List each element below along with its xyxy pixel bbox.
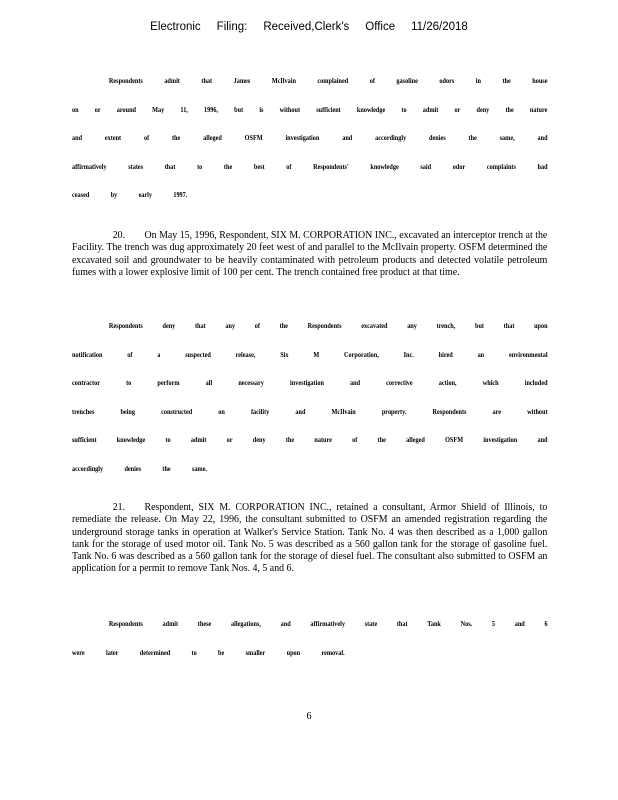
response-word: is	[259, 104, 264, 114]
response-word: and	[295, 406, 306, 416]
response-word: and	[342, 133, 353, 142]
response-word: same,	[499, 133, 515, 142]
response-word: Respondents	[307, 321, 342, 330]
response-word: affirmatively	[310, 619, 345, 628]
response-word: and	[537, 133, 548, 142]
paragraph-number: 21.	[112, 502, 126, 513]
response-word: denies	[124, 463, 142, 473]
response-word: knowledge	[370, 161, 399, 171]
response-line	[72, 189, 548, 218]
response-word: admit	[164, 76, 180, 85]
response-word: Tank	[427, 619, 441, 628]
response-word: alleged	[406, 435, 425, 444]
response-word: that	[194, 321, 206, 330]
response-word: or	[226, 435, 233, 444]
response-word: house	[532, 76, 548, 85]
response-word: to	[126, 378, 132, 387]
response-word: same.	[192, 463, 208, 473]
response-word: complaints	[486, 161, 516, 171]
response-word: the	[223, 161, 233, 171]
response-word: OSFM	[445, 435, 464, 444]
response-word: the	[377, 435, 386, 444]
response-line	[72, 406, 548, 435]
response-word: accordingly	[375, 133, 407, 142]
response-word: Respondents	[432, 406, 467, 416]
response-word: McIlvain	[271, 76, 296, 85]
response-word: of	[143, 133, 150, 142]
response-word: deny	[252, 435, 266, 444]
response-word: and	[514, 619, 525, 628]
response-word: state	[364, 619, 378, 628]
response-word: these	[197, 619, 212, 628]
response-word: odor	[452, 161, 466, 171]
response-word: 11,	[180, 104, 188, 114]
response-word: said	[420, 161, 432, 171]
response-word: the	[171, 133, 181, 142]
response-word: any	[225, 321, 236, 330]
response-word: of	[254, 321, 260, 330]
response-word: 6	[544, 619, 548, 628]
response-word: all	[205, 378, 213, 387]
response-word: suspected	[185, 349, 211, 359]
response-word: release,	[235, 349, 256, 359]
response-word: and	[537, 435, 548, 444]
response-word: property.	[381, 406, 407, 416]
response-word: alleged	[203, 133, 222, 142]
response-word: gasoline	[396, 76, 418, 85]
response-line	[72, 104, 548, 133]
response-word: and	[280, 619, 291, 628]
response-word: or	[454, 104, 461, 114]
response-word: best	[253, 161, 265, 171]
response-word: without	[279, 104, 301, 114]
response-word: knowledge	[116, 435, 146, 444]
response-word: but	[474, 321, 484, 330]
response-word: or	[94, 104, 101, 114]
paragraph-20	[72, 230, 547, 279]
response-word: that	[164, 161, 176, 171]
response-word: without	[527, 406, 548, 416]
response-word: May	[152, 104, 165, 114]
response-word: upon	[534, 321, 548, 330]
response-word: McIlvain	[331, 406, 356, 416]
response-word: investigation	[483, 435, 518, 444]
response-word: corrective	[386, 378, 413, 387]
response-word: but	[234, 104, 244, 114]
response-word: the	[502, 76, 511, 85]
response-word: M	[313, 349, 320, 359]
response-word: had	[537, 161, 548, 171]
response-word: excavated	[361, 321, 388, 330]
paragraph-text: On May 15, 1996, Respondent, SIX M. CORPORATION INC., excavated an interceptor trench at the Facility. The trench was dug approximately 20 feet west of and parallel to the McIlvain property. OSFM determined the excavated soil and groundwater to be heavily contaminated with petroleum products and detected volatile petroleum fumes with a lower explosive limit of 100 per cent. The trench contained free product at that time.	[72, 230, 548, 278]
paragraph-text: Respondent, SIX M. CORPORATION INC., retained a consultant, Armor Shield of Illinois, to remediate the release. On May 22, 1996, the consultant submitted to OSFM an amended registration regarding the underground storage tanks in operation at Walker's Service Station. Tank No. 4 was then described as a 1,000 gallon tank for the storage of used motor oil. Tank No. 5 was described as a 560 gallon tank for the storage of gasoline fuel. Tank No. 6 was described as a 560 gallon tank for the storage of diesel fuel. The consultant also submitted to OSFM an application for a permit to remove Tank Nos. 4, 5 and 6.	[72, 502, 548, 575]
response-word: admit	[190, 435, 207, 444]
response-word: on	[72, 104, 79, 114]
response-word: action,	[438, 378, 457, 387]
response-word: being	[120, 406, 135, 416]
response-line	[72, 647, 548, 676]
response-word: ceased	[72, 190, 90, 199]
response-word: contractor	[72, 378, 101, 387]
response-word: nature	[529, 104, 548, 114]
response-word: smaller	[245, 647, 266, 657]
response-line	[72, 618, 548, 647]
response-word: OSFM	[244, 133, 263, 142]
response-word: 1997.	[173, 190, 188, 199]
response-block-3	[72, 618, 548, 675]
response-word: of	[369, 76, 375, 85]
filing-stamp-header	[0, 21, 618, 33]
response-word: that	[396, 619, 408, 628]
response-word: Respondents	[108, 619, 143, 628]
response-word: Respondents	[108, 321, 143, 330]
response-line	[72, 349, 548, 378]
response-block-1	[72, 75, 548, 218]
response-line	[72, 161, 548, 190]
response-word: to	[165, 435, 171, 444]
response-word: a	[157, 349, 161, 359]
response-word: odors	[439, 76, 455, 85]
response-word: the	[505, 104, 514, 114]
response-word: perform	[157, 378, 180, 387]
response-word: an	[477, 349, 485, 359]
response-word: deny	[476, 104, 490, 114]
response-word: to	[401, 104, 407, 114]
response-word: of	[286, 161, 292, 171]
response-word: Nos.	[460, 619, 473, 628]
response-word: were	[72, 647, 85, 657]
response-word: complained	[317, 76, 349, 85]
response-word: states	[128, 161, 144, 171]
response-word: knowledge	[356, 104, 386, 114]
response-word: removal.	[321, 647, 345, 657]
response-word: and	[72, 133, 83, 142]
response-word: the	[468, 133, 477, 142]
header-word: Received,Clerk's	[263, 21, 350, 33]
response-word: nature	[314, 435, 332, 444]
response-word: be	[218, 647, 225, 657]
response-word: the	[285, 435, 295, 444]
response-line	[72, 320, 548, 349]
response-word: upon	[286, 647, 301, 657]
header-word: Filing:	[216, 21, 248, 33]
response-word: Respondents	[108, 76, 143, 85]
response-word: Corporation,	[344, 349, 379, 359]
header-word: Office	[365, 21, 396, 33]
response-word: 5	[491, 619, 496, 628]
response-word: allegations,	[230, 619, 261, 628]
response-word: determined	[139, 647, 171, 657]
response-block-2	[72, 320, 548, 491]
response-word: are	[492, 406, 502, 416]
response-word: of	[127, 349, 133, 359]
response-word: constructed	[161, 406, 193, 416]
response-word: notification	[72, 349, 103, 359]
response-word: deny	[162, 321, 176, 330]
header-word: 11/26/2018	[411, 21, 468, 33]
response-word: Respondents'	[313, 161, 349, 171]
response-word: admit	[162, 619, 179, 628]
response-word: around	[116, 104, 137, 114]
response-word: trenches	[72, 406, 95, 416]
response-word: that	[503, 321, 515, 330]
response-word: investigation	[290, 378, 324, 387]
response-word: early	[138, 190, 153, 199]
response-line	[72, 132, 548, 161]
response-word: sufficient	[72, 435, 97, 444]
response-word: on	[218, 406, 225, 416]
response-word: to	[191, 647, 197, 657]
response-word: any	[407, 321, 417, 330]
response-line	[72, 434, 548, 463]
response-word: affirmatively	[72, 161, 107, 171]
response-word: hired	[438, 349, 453, 359]
response-word: necessary	[238, 378, 264, 387]
response-word: in	[475, 76, 481, 85]
header-word: Electronic	[150, 21, 201, 33]
response-word: which	[482, 378, 499, 387]
response-word: denies	[429, 133, 446, 142]
response-word: trench,	[436, 321, 456, 330]
response-line	[72, 75, 548, 104]
response-word: the	[162, 463, 171, 473]
response-word: Inc.	[403, 349, 414, 359]
response-line	[72, 377, 548, 406]
response-word: to	[197, 161, 203, 171]
response-word: James	[233, 76, 251, 85]
response-word: sufficient	[316, 104, 341, 114]
paragraph-21	[72, 502, 547, 576]
response-word: that	[201, 76, 213, 85]
response-word: accordingly	[72, 463, 104, 473]
response-word: and	[350, 378, 361, 387]
response-word: investigation	[285, 133, 320, 142]
response-word: facility	[250, 406, 270, 416]
response-word: by	[110, 190, 118, 199]
response-line	[72, 463, 548, 492]
response-word: extent	[104, 133, 122, 142]
page-number: 6	[306, 711, 312, 722]
response-word: admit	[422, 104, 439, 114]
response-word: later	[106, 647, 119, 657]
response-word: included	[524, 378, 548, 387]
response-word: 1996,	[204, 104, 219, 114]
response-word: of	[352, 435, 358, 444]
response-word: Six	[280, 349, 289, 359]
response-word: environmental	[508, 349, 548, 359]
response-word: the	[279, 321, 288, 330]
paragraph-number: 20.	[112, 230, 126, 241]
